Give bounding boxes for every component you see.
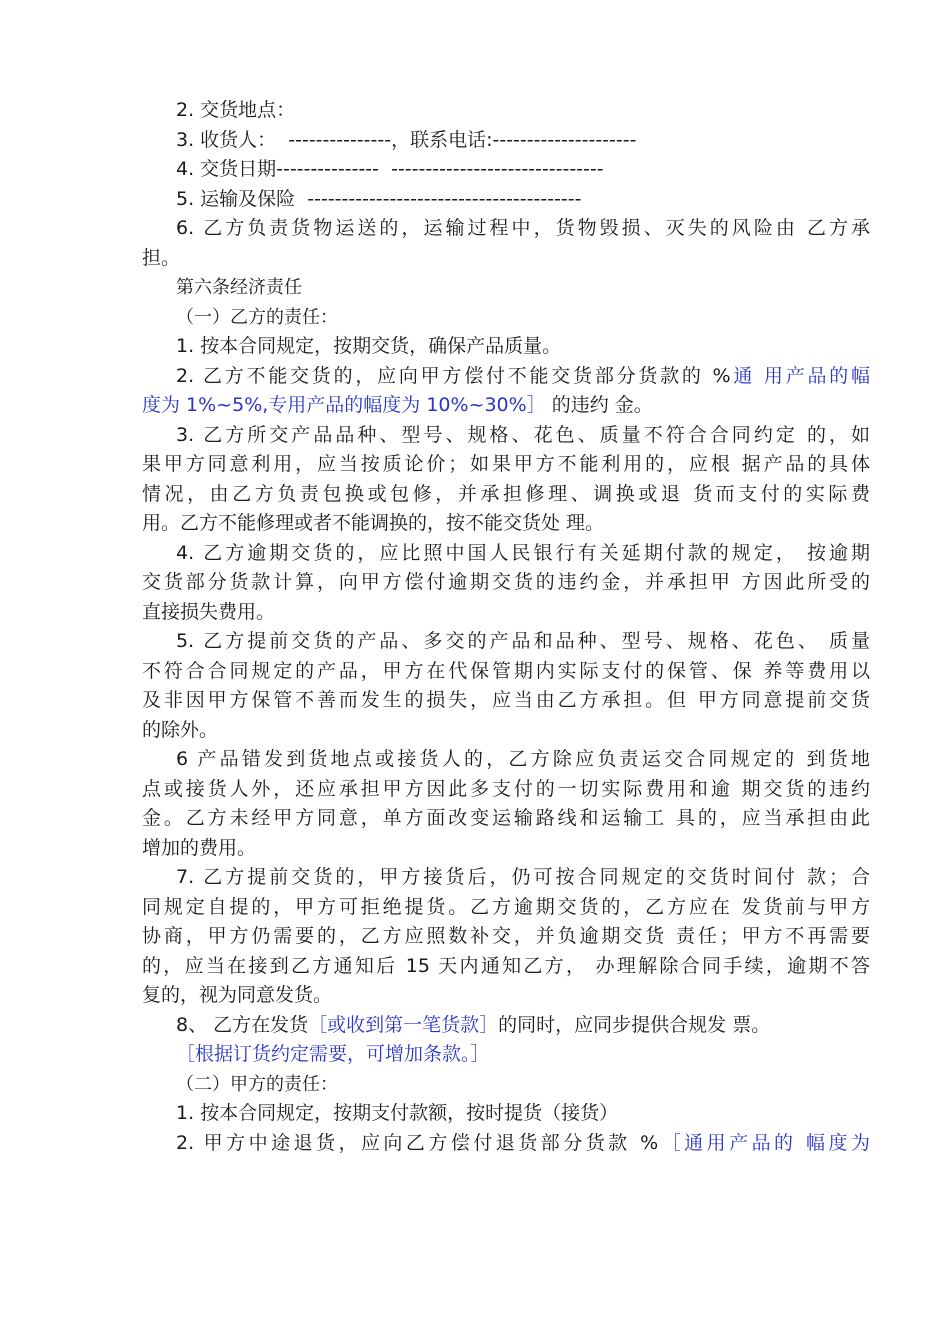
- clause-text: 不符合合同规定的产品，甲方在代保管期内实际支付的保管、保 养等费用以: [142, 659, 870, 682]
- text-line: [176, 1011, 770, 1041]
- clause-text: 4. 交货日期--------------- -------------------------------: [176, 158, 604, 180]
- clause-text: 3. 乙方所交产品品种、型号、规格、花色、质量不符合合同约定 的，如: [176, 423, 870, 446]
- text-line: [176, 1070, 338, 1100]
- text-line: [176, 863, 870, 893]
- text-line: [176, 96, 295, 126]
- text-line: [176, 332, 561, 362]
- clause-text: 5. 乙方提前交货的产品、多交的产品和品种、型号、规格、花色、 质量: [176, 630, 870, 652]
- text-line: [176, 421, 870, 451]
- clause-text: 2. 甲方中途退货，应向乙方偿付退货部分货款 %: [176, 1131, 659, 1154]
- text-line: [142, 893, 870, 923]
- highlighted-clause: 通 用产品的幅: [730, 364, 871, 387]
- clause-text: 2. 乙方不能交货的，应向甲方偿付不能交货部分货款的 %: [176, 364, 731, 387]
- text-line: [176, 745, 870, 775]
- clause-text: 的同时，应同步提供合规发 票。: [498, 1013, 771, 1036]
- highlighted-clause: ［通用产品的 幅度为: [658, 1131, 870, 1154]
- text-line: [142, 391, 653, 421]
- highlighted-clause: ［根据订货约定需要，可增加条款。］: [176, 1043, 490, 1065]
- text-line: [176, 362, 870, 392]
- clause-text: 增加的费用。: [142, 836, 257, 859]
- text-line: [142, 804, 870, 834]
- clause-text: 的，应当在接到乙方通知后 15 天内通知乙方， 办理解除合同手续，逾期不答: [142, 954, 870, 977]
- text-line: [142, 981, 332, 1011]
- text-line: [176, 303, 338, 333]
- clause-text: 果甲方同意利用，应当按质论价；如果甲方不能利用的，应根 据产品的具体: [142, 453, 870, 475]
- clause-text: 7. 乙方提前交货的，甲方接货后，仍可按合同规定的交货时间付 款；合: [176, 866, 870, 888]
- text-line: [142, 922, 870, 952]
- text-line: [142, 450, 870, 480]
- text-line: [142, 657, 870, 687]
- clause-text: 担。: [142, 246, 181, 269]
- clause-text: 的除外。: [142, 718, 219, 741]
- clause-text: 第六条经济责任: [176, 277, 302, 298]
- highlighted-clause: ［或收到第一笔货款］: [308, 1013, 499, 1036]
- clause-text: 点或接货人外，还应承担甲方因此多支付的一切实际费用和逾 期交货的违约: [142, 777, 870, 800]
- clause-text: 情况，由乙方负责包换或包修，并承担修理、调换或退 货而支付的实际费: [142, 482, 870, 505]
- clause-text: 4. 乙方逾期交货的，应比照中国人民银行有关延期付款的规定， 按逾期: [176, 541, 870, 564]
- text-line: [176, 627, 870, 657]
- clause-text: 协商，甲方仍需要的，乙方应照数补交，并负逾期交货 责任；甲方不再需要: [142, 925, 870, 947]
- clause-text: 3. 收货人： ---------------，联系电话:---------------------: [176, 128, 637, 151]
- text-line: [142, 568, 870, 598]
- text-line: [142, 686, 870, 716]
- clause-text: 同规定自提的，甲方可拒绝提货。乙方逾期交货的，乙方应在 发货前与甲方: [142, 895, 870, 918]
- clause-text: 1. 按本合同规定，按期交货，确保产品质量。: [176, 335, 562, 357]
- clause-text: 2. 交货地点：: [176, 99, 296, 121]
- clause-text: （一）乙方的责任：: [176, 306, 338, 328]
- text-line: [176, 214, 870, 244]
- text-line: [142, 509, 604, 539]
- text-line: [142, 952, 870, 982]
- clause-text: 交货部分货款计算，向甲方偿付逾期交货的违约金，并承担甲 方因此所受的: [142, 571, 870, 593]
- clause-text: 8、 乙方在发货: [176, 1013, 309, 1036]
- clause-text: 1. 按本合同规定，按期支付款额，按时提货（接货）: [176, 1102, 619, 1124]
- text-line: [176, 185, 582, 215]
- text-line: [142, 244, 180, 274]
- text-line: [176, 539, 870, 569]
- text-line: [176, 126, 636, 156]
- text-line: [176, 1040, 490, 1070]
- text-line: [142, 480, 870, 510]
- clause-text: 6 产品错发到货地点或接货人的，乙方除应负责运交合同规定的 到货地: [176, 748, 870, 770]
- clause-text: 及非因甲方保管不善而发生的损失，应当由乙方承担。但 甲方同意提前交货: [142, 689, 870, 711]
- clause-text: 复的，视为同意发货。: [142, 984, 333, 1006]
- clause-text: 用。乙方不能修理或者不能调换的，按不能交货处 理。: [142, 512, 605, 534]
- clause-text: 的违约 金。: [545, 394, 653, 416]
- clause-text: 直接损失费用。: [142, 600, 276, 623]
- highlighted-clause: 度为 1%~5%,专用产品的幅度为 10%~30%］: [142, 394, 546, 416]
- clause-text: 6. 乙方负责货物运送的，运输过程中，货物毁损、灭失的风险由 乙方承: [176, 217, 870, 239]
- clause-text: 5. 运输及保险 ----------------------------------------: [176, 187, 582, 210]
- text-line: [176, 155, 604, 185]
- text-line: [176, 273, 302, 303]
- text-line: [142, 834, 256, 864]
- clause-text: （二）甲方的责任：: [176, 1073, 338, 1095]
- text-line: [142, 716, 218, 746]
- text-line: [176, 1129, 870, 1159]
- text-line: [142, 598, 275, 628]
- text-line: [142, 775, 870, 805]
- text-line: [176, 1099, 618, 1129]
- clause-text: 金。乙方未经甲方同意，单方面改变运输路线和运输工 具的，应当承担由此: [142, 807, 870, 829]
